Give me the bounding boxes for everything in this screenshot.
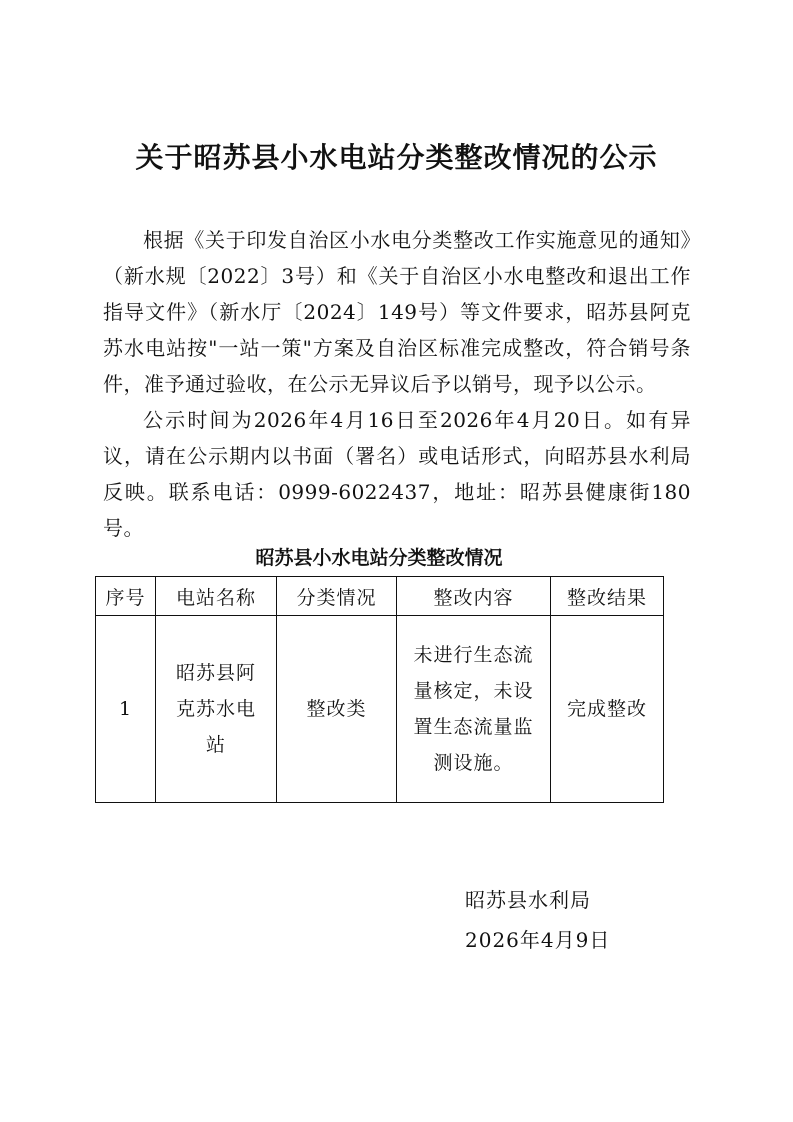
paragraph-basis: 根据《关于印发自治区小水电分类整改工作实施意见的通知》（新水规〔2022〕3号）和《关于自治区小水电整改和退出工作指导文件》（新水厅〔2024〕149号）等文件要求，昭苏县阿克苏水电站按"一站一策"方案及自治区标准完成整改，符合销号条件，准予通过验收，在公示无异议后予以销号，现予以公示。: [103, 228, 691, 396]
notice-body: [103, 222, 691, 546]
signature-org: 昭苏县水利局: [465, 888, 591, 912]
rectification-table: [95, 576, 664, 803]
signature-block: [465, 880, 610, 960]
header-content: 整改内容: [397, 577, 551, 616]
cell-result: 完成整改: [551, 616, 664, 803]
table-row: [96, 616, 664, 803]
header-station-name: 电站名称: [156, 577, 277, 616]
cell-content: 未进行生态流量核定，未设置生态流量监测设施。: [397, 616, 551, 803]
table-title: 昭苏县小水电站分类整改情况: [255, 547, 503, 569]
header-index: 序号: [96, 577, 156, 616]
cell-station-name: 昭苏县阿克苏水电站: [156, 616, 277, 803]
cell-index: 1: [96, 616, 156, 803]
table-header-row: [96, 577, 664, 616]
cell-category: 整改类: [277, 616, 397, 803]
signature-date: 2026年4月9日: [465, 928, 611, 952]
paragraph-period: 公示时间为2026年4月16日至2026年4月20日。如有异议，请在公示期内以书面（署名）或电话形式，向昭苏县水利局反映。联系电话：0999-6022437，地址：昭苏县健康街180号。: [103, 408, 691, 540]
header-result: 整改结果: [551, 577, 664, 616]
header-category: 分类情况: [277, 577, 397, 616]
document-title: 关于昭苏县小水电站分类整改情况的公示: [135, 141, 658, 174]
